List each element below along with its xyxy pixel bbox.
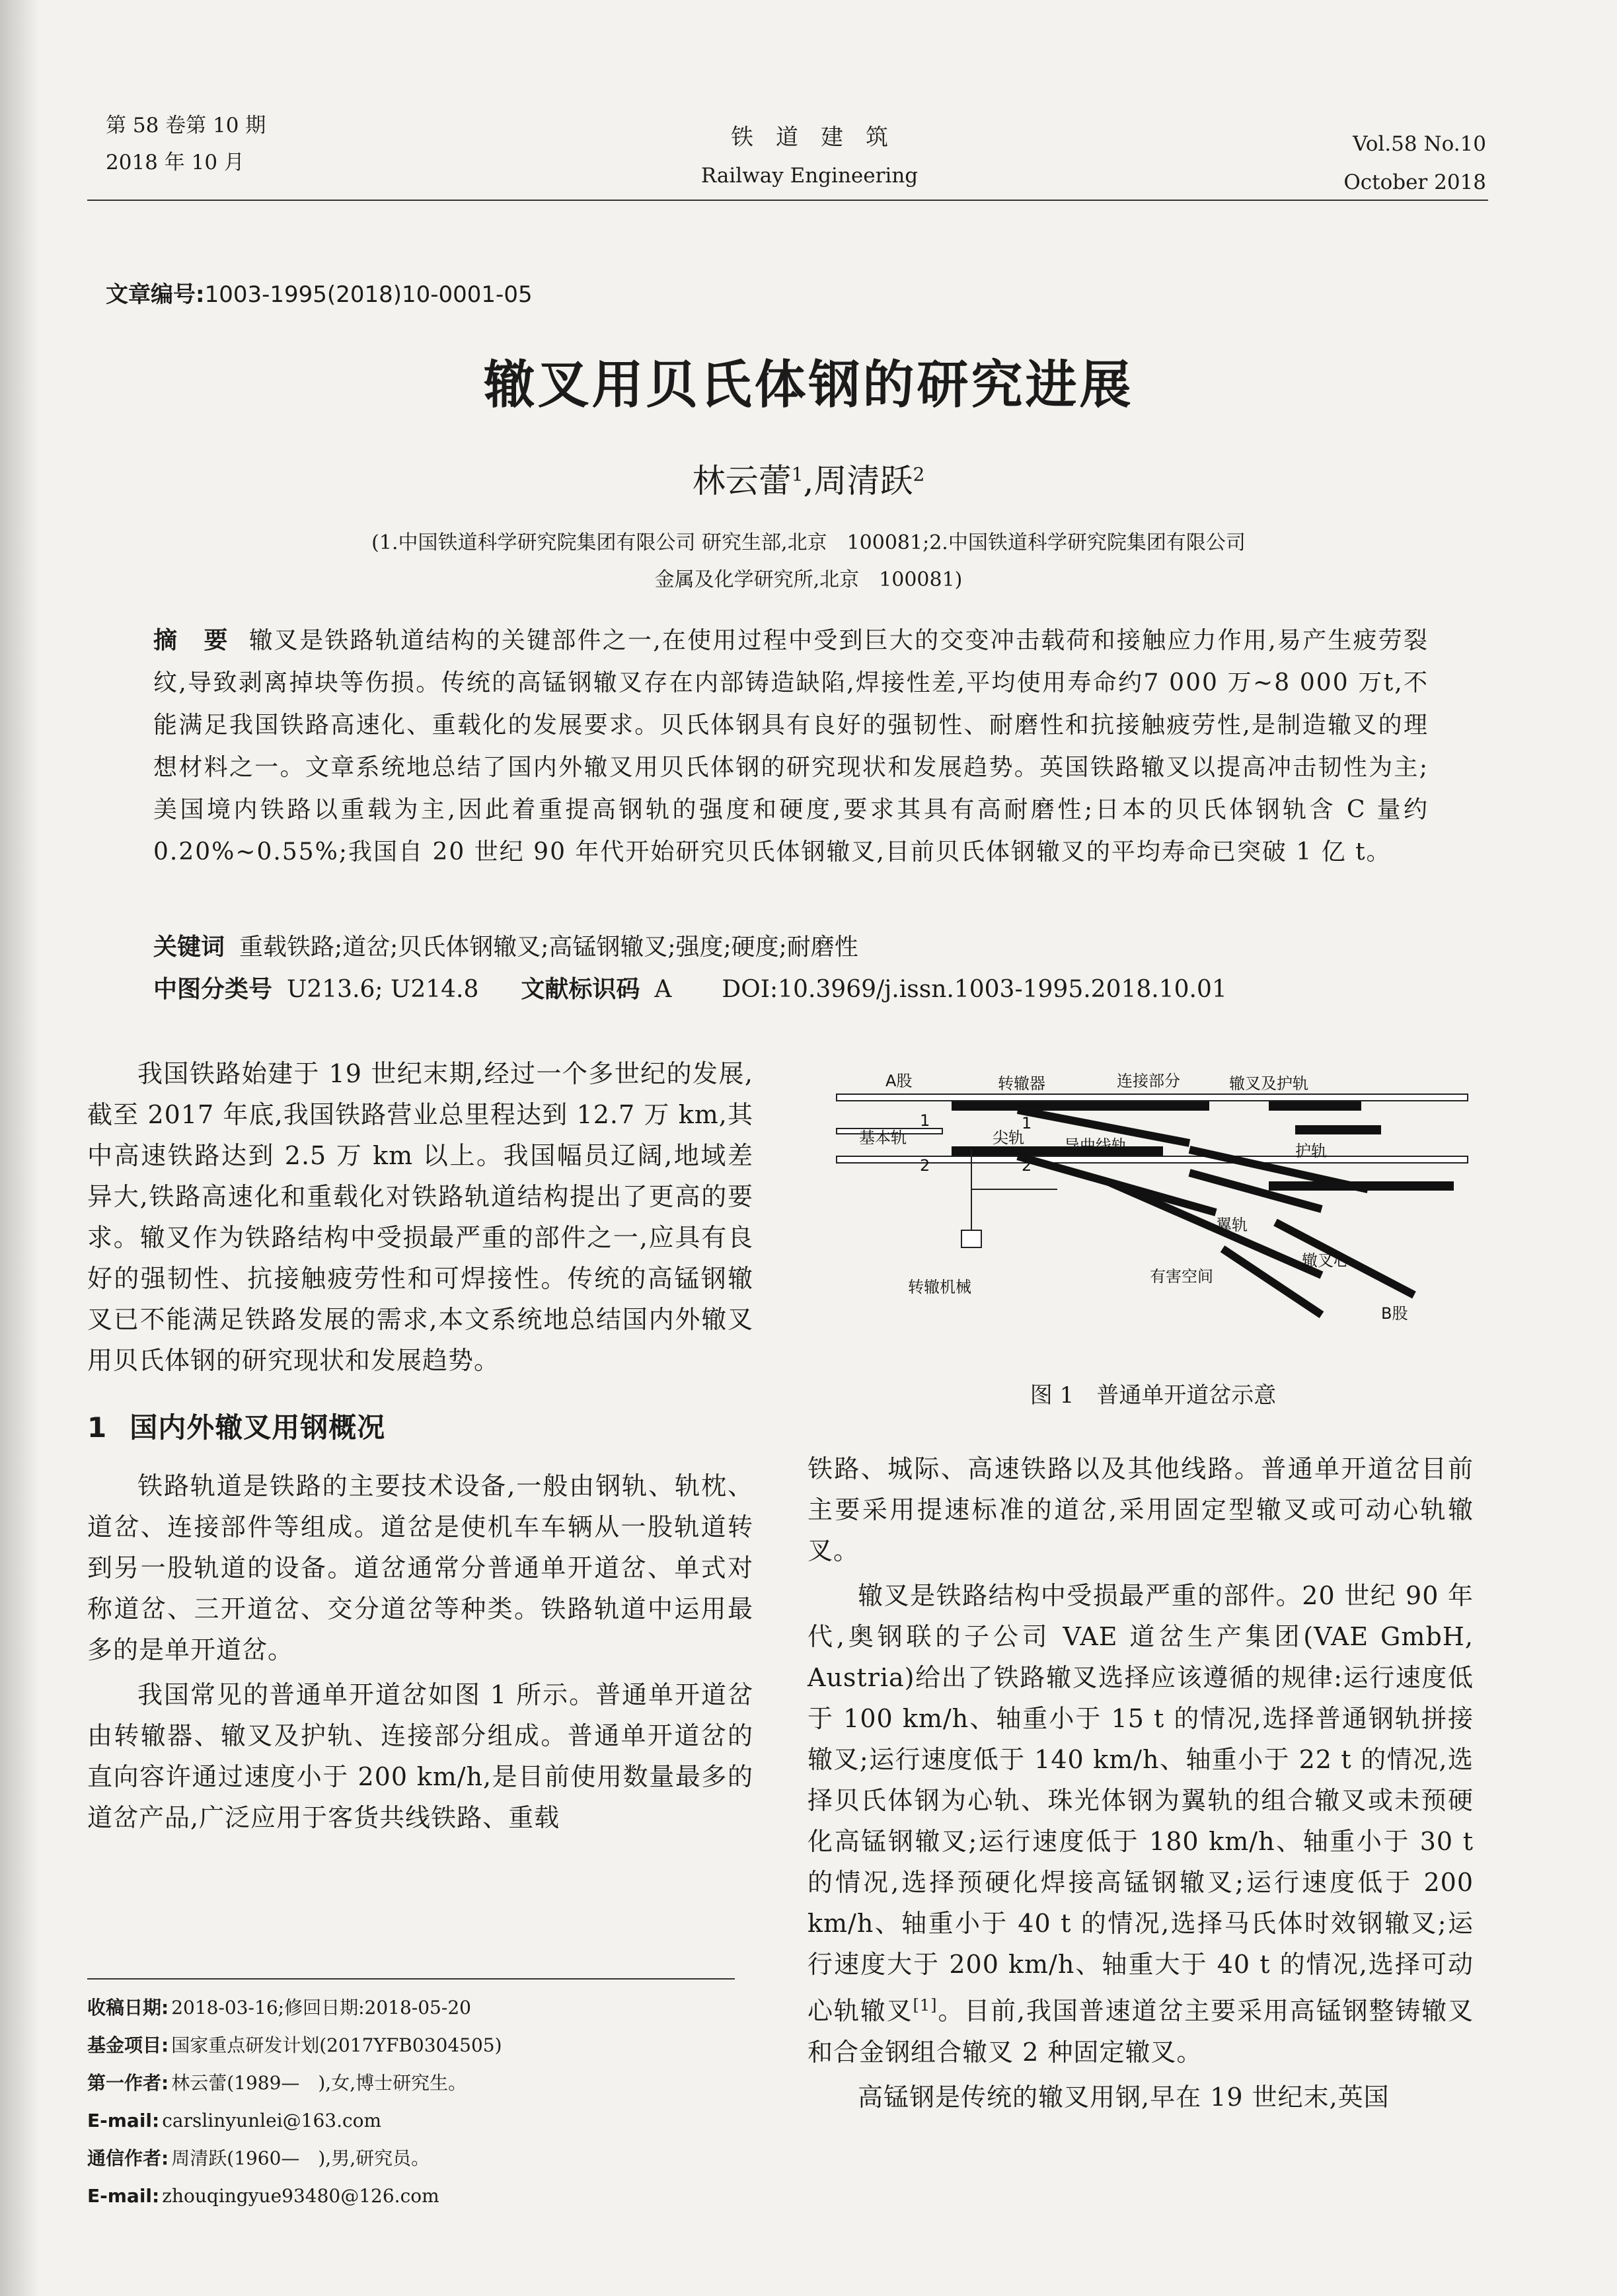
abstract-text: 辙叉是铁路轨道结构的关键部件之一,在使用过程中受到巨大的交变冲击载荷和接触应力作用,易产生疲劳裂纹,导致剥离掉块等伤损。传统的高锰钢辙叉存在内部铸造缺陷,焊接性差,平均使用寿命约7 000 万~8 000 万t,不能满足我国铁路高速化、重载化的发展要求。贝氏体钢具有良好的强韧性、耐磨性和抗接触疲劳性,是制造辙叉的理想材料之一。文章系统地总结了国内外辙叉用贝氏体钢的研究现状和发展趋势。英国铁路辙叉以提高冲击韧性为主;美国境内铁路以重载为主,因此着重提高钢轨的强度和硬度,要求其具有高耐磨性;日本的贝氏体钢轨含 C 量约 0.20%~0.55%;我国自 20 世纪 90 年代开始研究贝氏体钢辙叉,目前贝氏体钢辙叉的平均寿命已突破 1 亿 t。 xyxy=(153,627,1429,866)
header-center xyxy=(595,123,1024,190)
email-link[interactable]: carslinyunlei@163.com xyxy=(162,2110,382,2131)
first-author-value: 林云蕾(1989— ),女,博士研究生。 xyxy=(171,2072,467,2094)
journal-name-cn: 铁 道 建 筑 xyxy=(731,124,888,151)
label-a-gu: A股 xyxy=(885,1072,913,1090)
issue-volume-en: Vol.58 No.10 xyxy=(1353,132,1486,156)
reference-mark[interactable]: [1] xyxy=(913,1996,938,2015)
left-column xyxy=(87,1053,753,1838)
email-corresponding-author xyxy=(87,2177,748,2215)
keywords-label: 关键词 xyxy=(153,934,225,961)
label-wing-rail: 翼轨 xyxy=(1216,1216,1248,1234)
author-separator: , xyxy=(803,462,814,500)
label-switch-rail: 尖轨 xyxy=(993,1129,1024,1147)
label-num: 2 xyxy=(1022,1156,1032,1175)
right-column xyxy=(808,1448,1474,2118)
fund-value: 国家重点研发计划(2017YFB0304505) xyxy=(171,2034,502,2056)
issue-volume: 第 58 卷第 10 期 xyxy=(106,114,266,137)
label-guard-rail: 护轨 xyxy=(1295,1142,1327,1160)
turnout-diagram xyxy=(819,1057,1487,1335)
label-num: 2 xyxy=(920,1156,930,1175)
corresponding-author xyxy=(87,2139,748,2177)
journal-name-en: Railway Engineering xyxy=(700,164,919,188)
paragraph: 铁路轨道是铁路的主要技术设备,一般由钢轨、轨枕、道岔、连接部件等组成。道岔是使机车车辆从一股轨道转到另一股轨道的设备。道岔通常分普通单开道岔、单式对称道岔、三开道岔、交分道岔等种类。铁路轨道中运用最多的是单开道岔。 xyxy=(87,1471,753,1664)
switch-machine-box xyxy=(961,1230,981,1247)
label-frog-nose: 辙叉心 xyxy=(1302,1251,1349,1270)
abstract xyxy=(153,620,1429,873)
label-stock-rail: 基本轨 xyxy=(859,1129,907,1147)
article-title: 辙叉用贝氏体钢的研究进展 xyxy=(483,355,1134,415)
affiliation-line-1: (1.中国铁道科学研究院集团有限公司 研究生部,北京 100081;2.中国铁道科学研究院集团有限公司 xyxy=(371,531,1246,554)
fund xyxy=(87,2026,748,2064)
rail-basic-lower xyxy=(837,1156,1468,1163)
clc-label: 中图分类号 xyxy=(153,976,273,1003)
email-link[interactable]: zhouqingyue93480@126.com xyxy=(162,2185,439,2207)
author-2-affiliation-mark: 2 xyxy=(913,463,925,486)
email-label: E-mail: xyxy=(87,2110,160,2131)
doi: DOI:10.3969/j.issn.1003-1995.2018.10.01 xyxy=(722,976,1227,1003)
author-1: 林云蕾 xyxy=(692,462,792,500)
paragraph xyxy=(808,1575,1474,2073)
label-num: 1 xyxy=(920,1111,930,1130)
authors xyxy=(106,455,1511,502)
corresponding-author-value: 周清跃(1960— ),男,研究员。 xyxy=(171,2147,430,2169)
document-code-value: A xyxy=(654,976,672,1003)
corresponding-author-label: 通信作者: xyxy=(87,2147,169,2169)
rail-a-top xyxy=(837,1094,1468,1101)
document-code-label: 文献标识码 xyxy=(521,976,640,1003)
label-switch: 转辙器 xyxy=(998,1074,1045,1093)
received-label: 收稿日期: xyxy=(87,1997,169,2018)
paragraph: 高锰钢是传统的辙叉用钢,早在 19 世纪末,英国 xyxy=(858,2082,1390,2112)
article-number xyxy=(106,276,533,309)
label-lead-rail: 导曲线轨 xyxy=(1064,1136,1127,1155)
paragraph-text: 。目前,我国普速道岔主要采用高锰钢整铸辙叉和合金钢组合辙叉 2 种固定辙叉。 xyxy=(808,1996,1474,2067)
footnote-rule xyxy=(87,1978,735,1980)
label-harmful-space: 有害空间 xyxy=(1150,1267,1213,1286)
first-author-label: 第一作者: xyxy=(87,2072,169,2094)
label-switch-machine: 转辙机械 xyxy=(908,1278,971,1296)
label-frog-guard: 辙叉及护轨 xyxy=(1229,1074,1308,1093)
keywords xyxy=(153,926,1429,969)
article-number-value: 1003-1995(2018)10-0001-05 xyxy=(204,281,533,308)
email-first-author xyxy=(87,2102,748,2139)
keywords-text: 重载铁路;道岔;贝氏体钢辙叉;高锰钢辙叉;强度;硬度;耐磨性 xyxy=(239,934,858,961)
received-date xyxy=(87,1989,748,2026)
figure-1 xyxy=(819,1057,1487,1409)
article-number-label: 文章编号: xyxy=(106,281,205,308)
author-1-affiliation-mark: 1 xyxy=(791,463,804,486)
section-heading-1 xyxy=(87,1407,753,1448)
issue-date-en: October 2018 xyxy=(1343,170,1486,194)
figure-caption: 图 1 普通单开道岔示意 xyxy=(1030,1382,1277,1409)
label-connecting-part: 连接部分 xyxy=(1117,1072,1180,1090)
scan-edge-shadow xyxy=(0,0,40,2296)
header-left xyxy=(106,111,266,177)
label-b-gu: B股 xyxy=(1381,1304,1408,1323)
email-label: E-mail: xyxy=(87,2185,160,2207)
header-right xyxy=(1343,130,1486,197)
affiliation-line-2: 金属及化学研究所,北京 100081) xyxy=(654,568,963,591)
label-num: 1 xyxy=(1022,1114,1032,1132)
section-number: 1 xyxy=(87,1411,108,1444)
header-rule xyxy=(87,200,1488,201)
author-2: 周清跃 xyxy=(813,462,913,500)
clc-value: U213.6; U214.8 xyxy=(287,976,479,1003)
issue-date: 2018 年 10 月 xyxy=(106,151,244,174)
classification xyxy=(153,969,1429,1011)
fund-label: 基金项目: xyxy=(87,2034,169,2056)
abstract-label: 摘 要 xyxy=(153,627,229,654)
paragraph-continued: 铁路、城际、高速铁路以及其他线路。普通单开道岔目前主要采用提速标准的道岔,采用固定型辙叉或可动心轨辙叉。 xyxy=(808,1454,1474,1565)
paragraph: 我国常见的普通单开道岔如图 1 所示。普通单开道岔由转辙器、辙叉及护轨、连接部分组成。普通单开道岔的直向容许通过速度小于 200 km/h,是目前使用数量最多的道岔产品,广泛应用于客货共线铁路、重载 xyxy=(87,1680,753,1832)
first-author xyxy=(87,2064,748,2102)
intro-paragraph: 我国铁路始建于 19 世纪末期,经过一个多世纪的发展,截至 2017 年底,我国铁路营业总里程达到 12.7 万 km,其中高速铁路达到 2.5 万 km 以上。我国幅员辽阔,地域差异大,铁路高速化和重载化对铁路轨道结构提出了更高的要求。辙叉作为铁路结构中受损最严重的部件之一,应具有良好的强韧性、抗接触疲劳性和可焊接性。传统的高锰钢辙叉已不能满足铁路发展的需求,本文系统地总结国内外辙叉用贝氏体钢的研究现状和发展趋势。 xyxy=(87,1059,753,1375)
section-title: 国内外辙叉用钢概况 xyxy=(130,1411,386,1444)
paragraph-text: 辙叉是铁路结构中受损最严重的部件。20 世纪 90 年代,奥钢联的子公司 VAE 道岔生产集团(VAE GmbH, Austria)给出了铁路辙叉选择应该遵循的规律:运行速度低于 100 km/h、轴重小于 15 t 的情况,选择普通钢轨拼接辙叉;运行速度低于 140 km/h、轴重小于 22 t 的情况,选择贝氏体钢为心轨、珠光体钢为翼轨的组合辙叉或未预硬化高锰钢辙叉;运行速度低于 180 km/h、轴重小于 30 t 的情况,选择预硬化焊接高锰钢辙叉;运行速度低于 200 km/h、轴重小于 40 t 的情况,选择马氏体时效钢辙叉;运行速度大于 200 km/h、轴重大于 40 t 的情况,选择可动心轨辙叉 xyxy=(808,1581,1474,2026)
received-value: 2018-03-16;修回日期:2018-05-20 xyxy=(171,1997,471,2018)
footnotes xyxy=(87,1989,748,2215)
